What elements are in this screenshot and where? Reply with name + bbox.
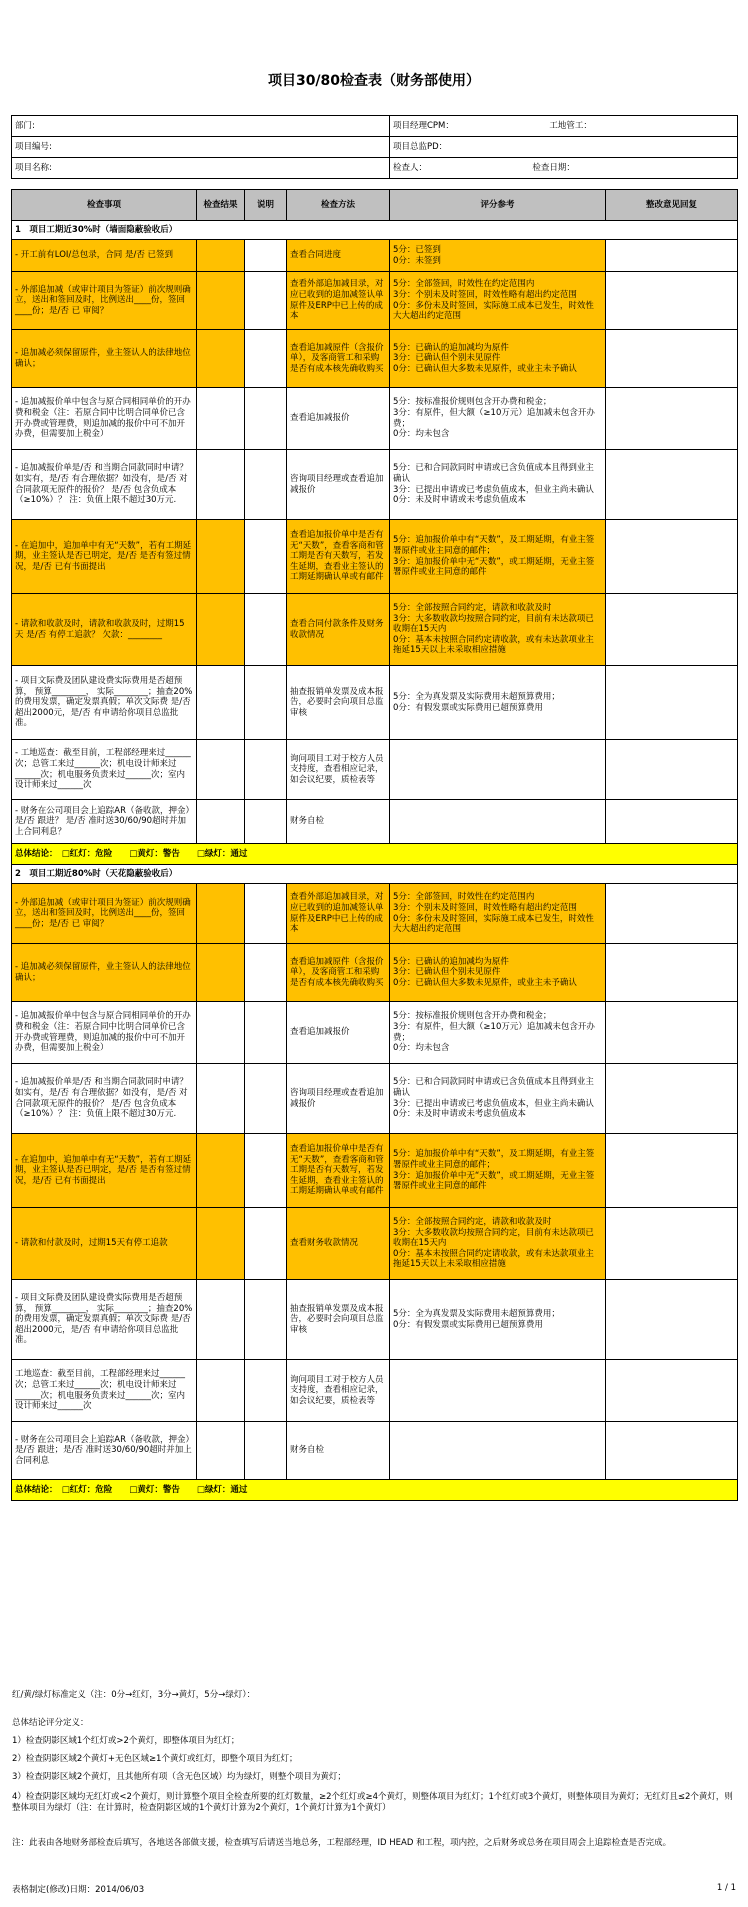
- summary-row: [12, 844, 738, 865]
- pm-label: 项目经理CPM：: [393, 120, 454, 131]
- project-manager-pd-label: 项目总监PD：: [390, 137, 738, 158]
- check-row: [12, 1064, 738, 1134]
- check-item: - 请款和收款及时，请款和收款及时，过期15天 是/否 有停工追款？ 欠款：________: [12, 594, 197, 666]
- check-result-cell[interactable]: [197, 1134, 245, 1208]
- check-result-cell[interactable]: [197, 450, 245, 520]
- check-method: 财务自检: [287, 800, 390, 844]
- section-title-row: [12, 865, 738, 884]
- check-row: [12, 330, 738, 388]
- check-row: [12, 450, 738, 520]
- footer-note: 注：此表由各地财务部检查后填写，各地送各部做支援，检查填写后请送当地总务，工程部经理，ID HEAD 和工程，项内控，之后财务或总务在项目周会上追踪检查是否完成。: [12, 1838, 672, 1848]
- check-method: 查看追加减报价: [287, 388, 390, 450]
- check-method: 查看合同付款条件及财务收款情况: [287, 594, 390, 666]
- check-result-cell[interactable]: [197, 388, 245, 450]
- check-note-cell[interactable]: [245, 1422, 287, 1480]
- check-note-cell[interactable]: [245, 944, 287, 1002]
- check-item: - 项目文际费及团队建设费实际费用是否超预算， 预算________， 实际________；抽查20%的费用发票，确定发票真假；单次文际费 是/否 超出2000元，是/否 有申请给你项目总监批准。: [12, 666, 197, 740]
- check-item: - 追加减必须保留原件，业主签认人的法律地位确认；: [12, 330, 197, 388]
- check-row: [12, 1360, 738, 1422]
- score-reference: 5分：已和合同款同时申请或已含负值成本且得到业主确认 3分：已提出申请或已考虑负值成本，但业主尚未确认 0分：未及时申请或未考虑负值成本: [390, 1064, 606, 1134]
- reply-cell[interactable]: [606, 388, 738, 450]
- check-note-cell[interactable]: [245, 1002, 287, 1064]
- check-result-cell[interactable]: [197, 240, 245, 272]
- check-note-cell[interactable]: [245, 594, 287, 666]
- check-note-cell[interactable]: [245, 884, 287, 944]
- check-result-cell[interactable]: [197, 1208, 245, 1280]
- check-method: 查看追加减原件（含报价单），及客商管工和采购是否有成本核先确收购买: [287, 330, 390, 388]
- check-note-cell[interactable]: [245, 450, 287, 520]
- check-row: [12, 1280, 738, 1360]
- rule-title: 总体结论评分定义：: [12, 1718, 89, 1728]
- check-result-cell[interactable]: [197, 1002, 245, 1064]
- check-item: - 外部追加减（或审计项目为签证）前次规则确立，送出和签回及时，比例送出____份，签回____份；是/否 已 审阅？: [12, 272, 197, 330]
- reply-cell[interactable]: [606, 1280, 738, 1360]
- check-row: [12, 1002, 738, 1064]
- inspect-date-label: 检查日期：: [532, 162, 575, 173]
- score-reference: 5分：全部签回，时效性在约定范围内 3分：个别未及时签回，时效性略有超出约定范围 0分：多份未及时签回，实际施工成本已发生，时效性大大超出约定范围: [390, 884, 606, 944]
- check-note-cell[interactable]: [245, 740, 287, 800]
- section-title-row: [12, 221, 738, 240]
- header-score: 评分参考: [390, 190, 606, 221]
- check-row: [12, 666, 738, 740]
- check-row: [12, 740, 738, 800]
- check-item: - 追加减报价单是/否 和当期合同款同时申请？如实有，是/否 有合理依据？如没有，是/否 对合同款项无原件的报价？ 是/否 包含负成本（≥10%）？ 注：负值上限不超过30万元.: [12, 450, 197, 520]
- check-note-cell[interactable]: [245, 1064, 287, 1134]
- score-reference: 5分：按标准报价规则包含开办费和税金； 3分：有原件，但大额（≥10万元）追加减未包含开办费； 0分：均未包含: [390, 388, 606, 450]
- check-method: 咨询项目经理或查看追加减报价: [287, 450, 390, 520]
- check-result-cell[interactable]: [197, 1280, 245, 1360]
- check-item: - 财务在公司项目会上追踪AR（备收款，押金）是/否 跟进？ 是/否 准时送30/60/90超时并加上合同利息？: [12, 800, 197, 844]
- check-row: [12, 944, 738, 1002]
- score-reference: [390, 800, 606, 844]
- reply-cell[interactable]: [606, 272, 738, 330]
- header-result: 检查结果: [197, 190, 245, 221]
- score-reference: [390, 740, 606, 800]
- check-row: [12, 1208, 738, 1280]
- score-reference: 5分：全部按照合同约定，请款和收款及时 3分：大多数收款均按照合同约定，目前有未达款项已收期在15天内 0分：基本未按照合同约定请收款，或有未达款项业主拖延15天以上未采取相应措施: [390, 1208, 606, 1280]
- reply-cell[interactable]: [606, 330, 738, 388]
- score-reference: 5分：已确认的追加减均为原件 3分：已确认但个别未见原件 0分：已确认但大多数未见原件，或业主未予确认: [390, 330, 606, 388]
- info-row-1: [12, 116, 738, 137]
- section-title: 2 项目工期近80%时（天花隐蔽验收后）: [12, 865, 738, 884]
- check-item: - 在追加中，追加单中有无“天数”，若有工期延期，业主签认是否已明定，是/否 是否有签过情况，是/否 已有书面提出: [12, 520, 197, 594]
- check-method: 财务自检: [287, 1422, 390, 1480]
- reply-cell[interactable]: [606, 520, 738, 594]
- reply-cell[interactable]: [606, 450, 738, 520]
- rule-4: 4）检查阴影区域均无红灯或<2个黄灯，则计算整个项目全检查所要的红灯数量，≥2个红灯或≥4个黄灯，则整体项目为红灯；1个红灯或3个黄灯，则整体项目为黄灯；无红灯且≤2个黄灯，则整体项目为绿灯（注：在计算时，检查阴影区域的1个黄灯计算为2个黄灯，1个黄灯计算为1个黄灯）: [12, 1792, 733, 1814]
- check-item: - 请款和付款及时，过期15天有停工追款: [12, 1208, 197, 1280]
- reply-cell[interactable]: [606, 594, 738, 666]
- check-method: 抽查报销单发票及成本报告，必要时会向项目总监审核: [287, 666, 390, 740]
- rule-1: 1）检查阴影区域1个红灯或>2个黄灯，即整体项目为红灯；: [12, 1736, 240, 1746]
- score-reference: 5分：追加报价单中有“天数”，及工期延期，有业主签署原件或业主同意的邮件； 3分：追加报价单中无“天数”，或工期延期，无业主签署原件或业主同意的邮件: [390, 1134, 606, 1208]
- reply-cell[interactable]: [606, 1208, 738, 1280]
- check-result-cell[interactable]: [197, 594, 245, 666]
- check-result-cell[interactable]: [197, 330, 245, 388]
- check-method: 查看追加减原件（含报价单），及客商管工和采购是否有成本核先确收购买: [287, 944, 390, 1002]
- score-reference: [390, 1422, 606, 1480]
- section-title: 1 项目工期近30%时（墙面隐蔽验收后）: [12, 221, 738, 240]
- check-result-cell[interactable]: [197, 944, 245, 1002]
- score-reference: [390, 1360, 606, 1422]
- score-reference: 5分：已确认的追加减均为原件 3分：已确认但个别未见原件 0分：已确认但大多数未见原件，或业主未予确认: [390, 944, 606, 1002]
- reply-cell[interactable]: [606, 1064, 738, 1134]
- project-name-label: 项目名称:: [12, 158, 390, 179]
- reply-cell[interactable]: [606, 800, 738, 844]
- check-method: 查看财务收款情况: [287, 1208, 390, 1280]
- check-note-cell[interactable]: [245, 240, 287, 272]
- check-row: [12, 1422, 738, 1480]
- check-item: - 外部追加减（或审计项目为签证）前次规则确立，送出和签回及时，比例送出____份，签回____份；是/否 已 审阅？: [12, 884, 197, 944]
- reply-cell[interactable]: [606, 666, 738, 740]
- form-date: 表格制定(修改)日期：2014/06/03: [12, 1885, 145, 1895]
- score-reference: 5分：已签到 0分：未签到: [390, 240, 606, 272]
- rule-2: 2）检查阴影区域2个黄灯+无色区域≥1个黄灯或红灯，即整个项目为红灯；: [12, 1754, 298, 1764]
- check-method: 查看追加报价单中是否有无“天数”，查看客商和管工期是否有天数写，若发生延期，查看业主签认的工期延期确认单或有邮件: [287, 1134, 390, 1208]
- score-reference: 5分：全为真发票及实际费用未超预算费用； 0分：有假发票或实际费用已超预算费用: [390, 1280, 606, 1360]
- project-no-label: 项目编号:: [12, 137, 390, 158]
- check-result-cell[interactable]: [197, 666, 245, 740]
- check-note-cell[interactable]: [245, 1134, 287, 1208]
- reply-cell[interactable]: [606, 884, 738, 944]
- check-method: 查看追加报价单中是否有无“天数”，查看客商和管工期是否有天数写，若发生延期，查看业主签认的工期延期确认单或有邮件: [287, 520, 390, 594]
- header-item: 检查事项: [12, 190, 197, 221]
- page-number: 1 / 1: [716, 1883, 736, 1893]
- check-result-cell[interactable]: [197, 884, 245, 944]
- check-note-cell[interactable]: [245, 800, 287, 844]
- check-result-cell[interactable]: [197, 1360, 245, 1422]
- check-result-cell[interactable]: [197, 1064, 245, 1134]
- check-note-cell[interactable]: [245, 520, 287, 594]
- check-result-cell[interactable]: [197, 272, 245, 330]
- score-reference: 5分：全为真发票及实际费用未超预算费用； 0分：有假发票或实际费用已超预算费用: [390, 666, 606, 740]
- check-row: [12, 800, 738, 844]
- summary-conclusion[interactable]: 总体结论： □红灯：危险 □黄灯：警告 □绿灯：通过: [12, 1480, 738, 1501]
- reply-cell[interactable]: [606, 1002, 738, 1064]
- reply-cell[interactable]: [606, 1134, 738, 1208]
- check-item: - 追加减必须保留原件，业主签认人的法律地位确认；: [12, 944, 197, 1002]
- check-item: - 开工前有LOI/总包录，合同 是/否 已签到: [12, 240, 197, 272]
- check-item: - 工地巡查：截至目前，工程部经理来过______次；总管工来过______次；机电设计师来过______次；机电服务负责来过______次；室内设计师来过______次: [12, 740, 197, 800]
- summary-row: [12, 1480, 738, 1501]
- site-engineer-label: 工地管工：: [549, 120, 592, 131]
- score-reference: 5分：按标准报价规则包含开办费和税金； 3分：有原件，但大额（≥10万元）追加减未包含开办费； 0分：均未包含: [390, 1002, 606, 1064]
- check-result-cell[interactable]: [197, 520, 245, 594]
- reply-cell[interactable]: [606, 740, 738, 800]
- header-reply: 整改意见回复: [606, 190, 738, 221]
- department-label: 部门:: [12, 116, 390, 137]
- score-reference: 5分：全部签回，时效性在约定范围内 3分：个别未及时签回，时效性略有超出约定范围 0分：多份未及时签回，实际施工成本已发生，时效性大大超出约定范围: [390, 272, 606, 330]
- check-method: 询问项目工对于校方人员支持度，查看相应记录，如会议纪要，质检表等: [287, 1360, 390, 1422]
- check-item: - 追加减报价单中包含与原合同相同单价的开办费和税金（注：若原合同中比明合同单价已含开办费或管理费，则追加减的报价中可不加开办费，但需要加上税金）: [12, 1002, 197, 1064]
- column-headers: [12, 190, 738, 221]
- check-method: 查看外部追加减目录，对应已收到的追加减签认单原件及ERP中已上传的成本: [287, 884, 390, 944]
- score-reference: 5分：已和合同款同时申请或已含负值成本且得到业主确认 3分：已提出申请或已考虑负值成本，但业主尚未确认 0分：未及时申请或未考虑负值成本: [390, 450, 606, 520]
- check-row: [12, 884, 738, 944]
- check-note-cell[interactable]: [245, 666, 287, 740]
- check-row: [12, 520, 738, 594]
- check-item: - 财务在公司项目会上追踪AR（备收款，押金）是/否 跟进；是/否 准时送30/60/90超时并加上合同利息: [12, 1422, 197, 1480]
- check-note-cell[interactable]: [245, 1360, 287, 1422]
- check-note-cell[interactable]: [245, 388, 287, 450]
- check-row: [12, 1134, 738, 1208]
- check-item: - 在追加中，追加单中有无“天数”，若有工期延期，业主签认是否已明定，是/否 是否有签过情况，是/否 已有书面提出: [12, 1134, 197, 1208]
- check-method: 抽查报销单发票及成本报告，必要时会向项目总监审核: [287, 1280, 390, 1360]
- check-result-cell[interactable]: [197, 740, 245, 800]
- page-title: 项目30/80检查表（财务部使用）: [267, 73, 481, 89]
- light-standard: 红/黄/绿灯标准定义（注：0分→红灯，3分→黄灯，5分→绿灯）：: [12, 1690, 256, 1700]
- header-method: 检查方法: [287, 190, 390, 221]
- check-note-cell[interactable]: [245, 1208, 287, 1280]
- check-method: 询问项目工对于校方人员支持度，查看相应记录，如会议纪要，质检表等: [287, 740, 390, 800]
- reply-cell[interactable]: [606, 1422, 738, 1480]
- check-row: [12, 388, 738, 450]
- check-result-cell[interactable]: [197, 1422, 245, 1480]
- reply-cell[interactable]: [606, 944, 738, 1002]
- summary-conclusion[interactable]: 总体结论： □红灯：危险 □黄灯：警告 □绿灯：通过: [12, 844, 738, 865]
- info-row-3: [12, 158, 738, 179]
- check-item: - 项目文际费及团队建设费实际费用是否超预算， 预算________， 实际________；抽查20%的费用发票，确定发票真假；单次文际费 是/否 超出2000元，是/否 有申请给你项目总监批准。: [12, 1280, 197, 1360]
- check-note-cell[interactable]: [245, 1280, 287, 1360]
- score-reference: 5分：全部按照合同约定，请款和收款及时 3分：大多数收款均按照合同约定，目前有未达款项已收期在15天内 0分：基本未按照合同约定请收款，或有未达款项业主拖延15天以上未采取相应措施: [390, 594, 606, 666]
- check-method: 咨询项目经理或查看追加减报价: [287, 1064, 390, 1134]
- reply-cell[interactable]: [606, 240, 738, 272]
- info-row-2: [12, 137, 738, 158]
- header-note: 说明: [245, 190, 287, 221]
- check-method: 查看追加减报价: [287, 1002, 390, 1064]
- rule-3: 3）检查阴影区域2个黄灯，且其他所有项（含无色区域）均为绿灯，则整个项目为黄灯；: [12, 1772, 346, 1782]
- check-method: 查看合同进度: [287, 240, 390, 272]
- check-result-cell[interactable]: [197, 800, 245, 844]
- check-row: [12, 240, 738, 272]
- score-reference: 5分：追加报价单中有“天数”，及工期延期，有业主签署原件或业主同意的邮件； 3分：追加报价单中无“天数”，或工期延期，无业主签署原件或业主同意的邮件: [390, 520, 606, 594]
- check-row: [12, 594, 738, 666]
- check-note-cell[interactable]: [245, 272, 287, 330]
- inspection-table: [11, 115, 738, 1501]
- check-method: 查看外部追加减目录，对应已收到的追加减签认单原件及ERP中已上传的成本: [287, 272, 390, 330]
- reply-cell[interactable]: [606, 1360, 738, 1422]
- check-item: - 追加减报价单中包含与原合同相同单价的开办费和税金（注：若原合同中比明合同单价已含开办费或管理费，则追加减的报价中可不加开办费，但需要加上税金）: [12, 388, 197, 450]
- inspector-label: 检查人：: [393, 162, 428, 173]
- check-item: 工地巡查：截至目前，工程部经理来过______次；总管工来过______次；机电设计师来过______次；机电服务负责来过______次；室内设计师来过______次: [12, 1360, 197, 1422]
- check-row: [12, 272, 738, 330]
- check-note-cell[interactable]: [245, 330, 287, 388]
- check-item: - 追加减报价单是/否 和当期合同款同时申请？如实有，是/否 有合理依据？如没有，是/否 对合同款项无原件的报价？ 是/否 包含负成本（≥10%）？ 注：负值上限不超过30万元.: [12, 1064, 197, 1134]
